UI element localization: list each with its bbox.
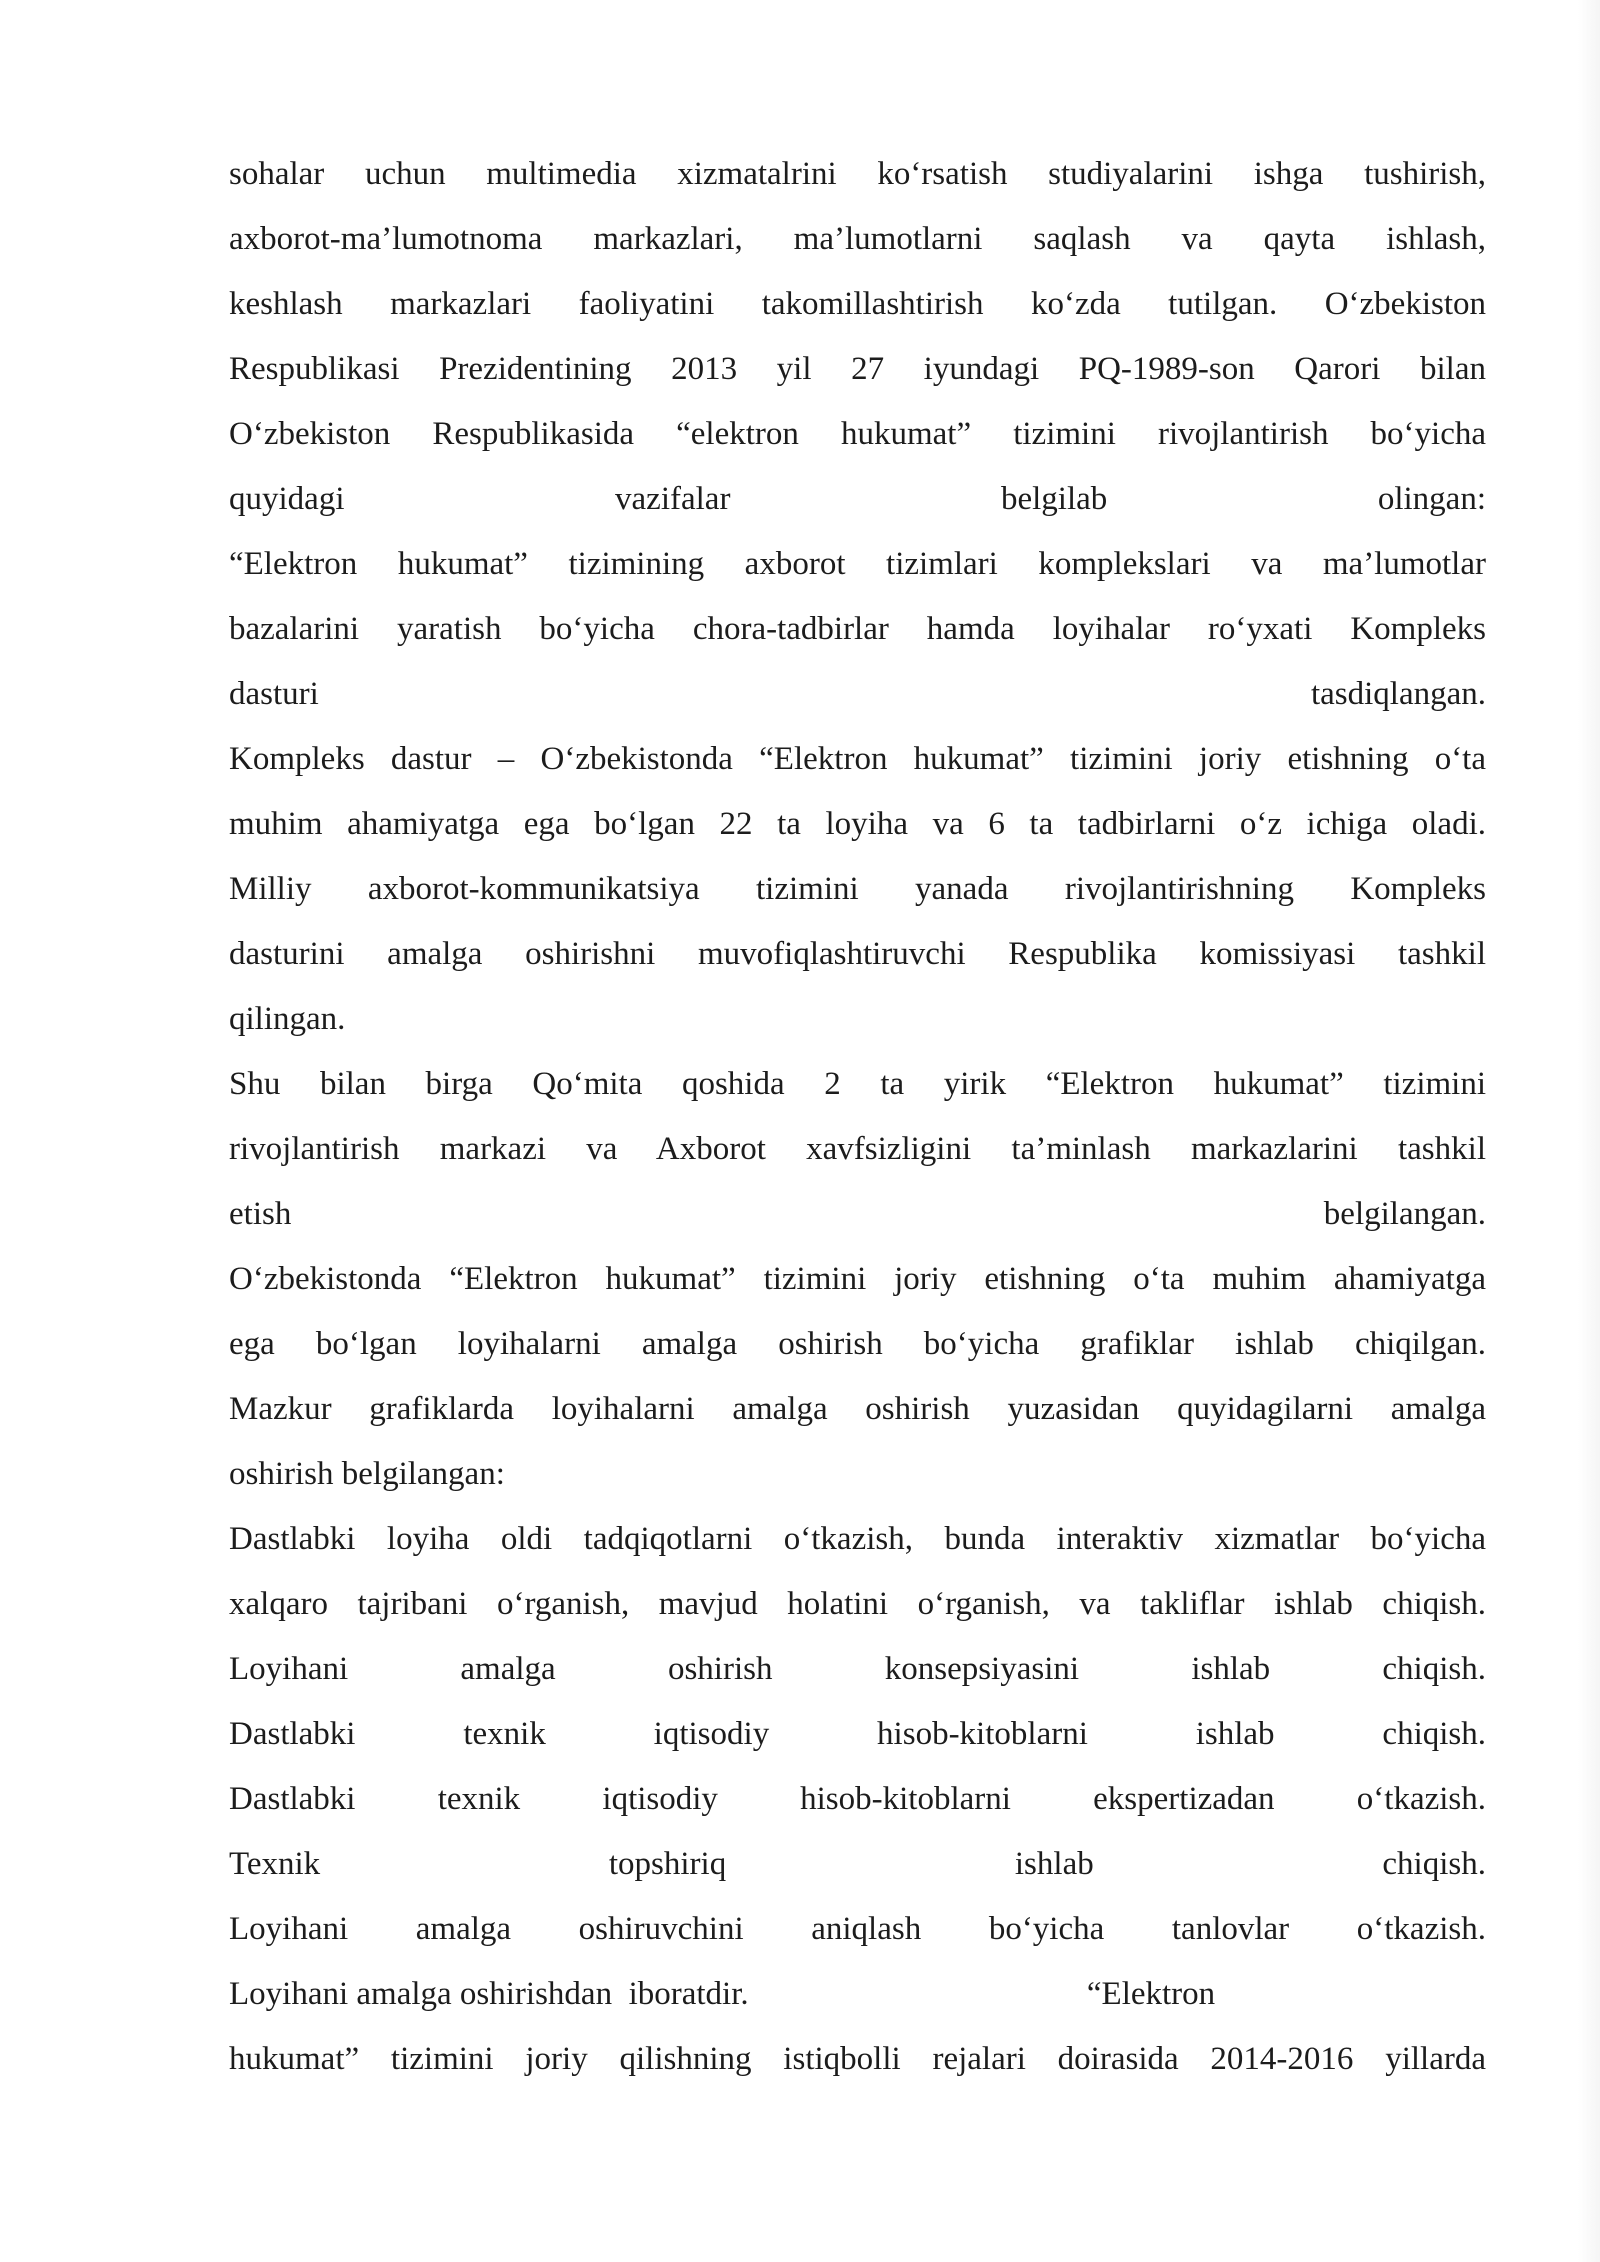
text-line: O‘zbekistonda “Elektron hukumat” tizimini joriy etishning o‘ta muhim ahamiyatga	[229, 1261, 1486, 1297]
text-line: muhim ahamiyatga ega bo‘lgan 22 ta loyiha va 6 ta tadbirlarni o‘z ichiga oladi.	[229, 806, 1486, 842]
text-line: axborot-ma’lumotnoma markazlari, ma’lumotlarni saqlash va qayta ishlash,	[229, 221, 1486, 257]
text-line: qilingan.	[229, 1001, 346, 1037]
text-line: rivojlantirish markazi va Axborot xavfsizligini ta’minlash markazlarini tashkil	[229, 1131, 1486, 1167]
text-line: Dastlabki texnik iqtisodiy hisob-kitoblarni ishlab chiqish.	[229, 1716, 1486, 1752]
text-line: Loyihani amalga oshiruvchini aniqlash bo‘yicha tanlovlar o‘tkazish.	[229, 1911, 1486, 1947]
text-line: keshlash markazlari faoliyatini takomillashtirish ko‘zda tutilgan. O‘zbekiston	[229, 286, 1486, 322]
text-line: Kompleks dastur – O‘zbekistonda “Elektron hukumat” tizimini joriy etishning o‘ta	[229, 741, 1486, 777]
text-line: Dastlabki loyiha oldi tadqiqotlarni o‘tkazish, bunda interaktiv xizmatlar bo‘yicha	[229, 1521, 1486, 1557]
text-line: xalqaro tajribani o‘rganish, mavjud holatini o‘rganish, va takliflar ishlab chiqish.	[229, 1586, 1486, 1622]
text-line: “Elektron hukumat” tizimining axborot tizimlari komplekslari va ma’lumotlar	[229, 546, 1486, 582]
text-line: Respublikasi Prezidentining 2013 yil 27 iyundagi PQ-1989-son Qarori bilan	[229, 351, 1486, 387]
text-line: O‘zbekiston Respublikasida “elektron hukumat” tizimini rivojlantirish bo‘yicha	[229, 416, 1486, 452]
text-line: etish belgilangan.	[229, 1196, 1486, 1232]
text-line: bazalarini yaratish bo‘yicha chora-tadbirlar hamda loyihalar ro‘yxati Kompleks	[229, 611, 1486, 647]
text-line: Loyihani amalga oshirish konsepsiyasini ishlab chiqish.	[229, 1651, 1486, 1687]
text-line: ega bo‘lgan loyihalarni amalga oshirish bo‘yicha grafiklar ishlab chiqilgan.	[229, 1326, 1486, 1362]
text-line: Texnik topshiriq ishlab chiqish.	[229, 1846, 1486, 1882]
text-line: Milliy axborot-kommunikatsiya tizimini yanada rivojlantirishning Kompleks	[229, 871, 1486, 907]
text-line: hukumat” tizimini joriy qilishning istiqbolli rejalari doirasida 2014-2016 yillarda	[229, 2041, 1486, 2077]
text-line: oshirish belgilangan:	[229, 1456, 505, 1492]
text-line: Loyihani amalga oshirishdan iboratdir. “Elektron	[229, 1976, 1216, 2012]
text-line: dasturini amalga oshirishni muvofiqlashtiruvchi Respublika komissiyasi tashkil	[229, 936, 1486, 972]
text-line: Shu bilan birga Qo‘mita qoshida 2 ta yirik “Elektron hukumat” tizimini	[229, 1066, 1486, 1102]
text-line: quyidagi vazifalar belgilab olingan:	[229, 481, 1486, 517]
document-body-text	[229, 142, 1486, 2092]
text-line: sohalar uchun multimedia xizmatalrini ko‘rsatish studiyalarini ishga tushirish,	[229, 156, 1486, 192]
text-line: Dastlabki texnik iqtisodiy hisob-kitoblarni ekspertizadan o‘tkazish.	[229, 1781, 1486, 1817]
text-line: Mazkur grafiklarda loyihalarni amalga oshirish yuzasidan quyidagilarni amalga	[229, 1391, 1486, 1427]
text-line: dasturi tasdiqlangan.	[229, 676, 1486, 712]
page-edge-shadow	[1578, 0, 1600, 2262]
